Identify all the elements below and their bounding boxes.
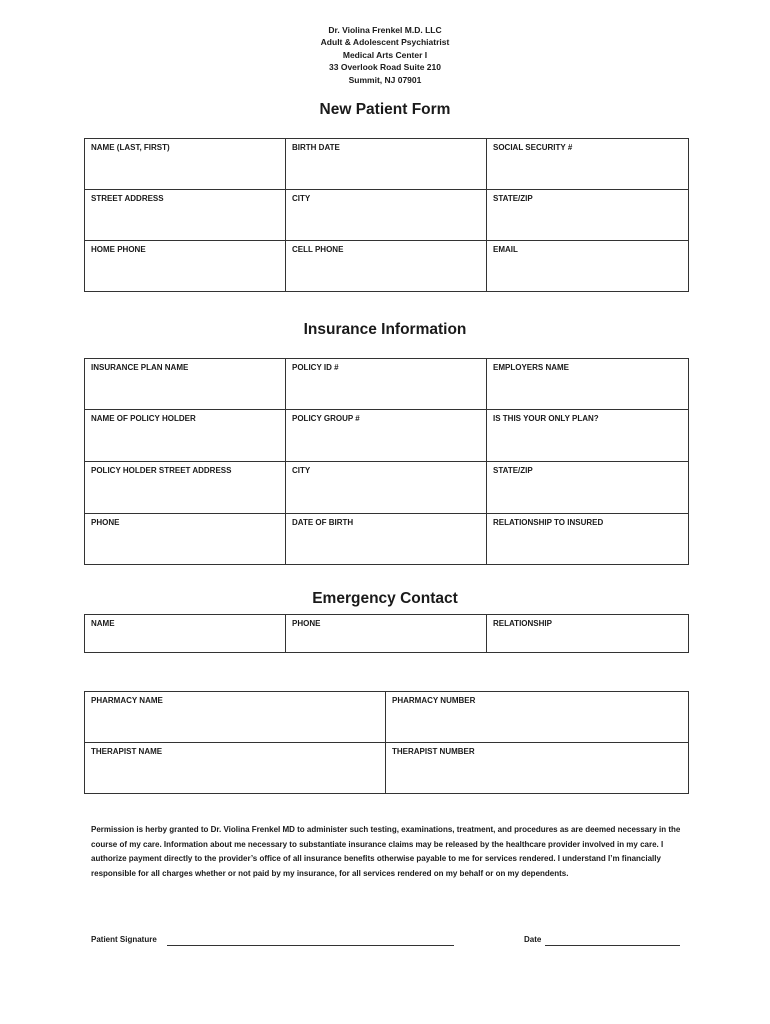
field-label: NAME xyxy=(91,619,115,628)
only-plan-field[interactable] xyxy=(487,410,689,462)
patient-signature-line[interactable] xyxy=(167,945,454,946)
therapist-name-field[interactable] xyxy=(85,743,386,794)
field-label: SOCIAL SECURITY # xyxy=(493,143,573,152)
state-zip-field[interactable] xyxy=(487,190,689,241)
field-label: RELATIONSHIP TO INSURED xyxy=(493,518,604,527)
practice-city: Summit, NJ 07901 xyxy=(348,74,422,85)
birth-date-field[interactable] xyxy=(286,139,487,190)
field-label: STATE/ZIP xyxy=(493,194,533,203)
field-label: BIRTH DATE xyxy=(292,143,340,152)
pharmacy-row xyxy=(85,743,689,794)
insurance-plan-name-field[interactable] xyxy=(85,359,286,410)
field-label: CELL PHONE xyxy=(292,245,344,254)
policy-holder-name-field[interactable] xyxy=(85,410,286,462)
form-title: New Patient Form xyxy=(319,101,451,118)
field-label: NAME OF POLICY HOLDER xyxy=(91,414,196,423)
insurance-row xyxy=(85,462,689,514)
field-label: EMAIL xyxy=(493,245,518,254)
pharmacy-name-field[interactable] xyxy=(85,692,386,743)
date-line[interactable] xyxy=(545,945,680,946)
field-label: PHARMACY NAME xyxy=(91,696,163,705)
emergency-table xyxy=(84,614,689,653)
insurance-table xyxy=(84,358,689,565)
field-label: DATE OF BIRTH xyxy=(292,518,354,527)
pharmacy-row xyxy=(85,692,689,743)
insurance-city-field[interactable] xyxy=(286,462,487,514)
field-label: RELATIONSHIP xyxy=(493,619,552,628)
practice-building: Medical Arts Center I xyxy=(342,49,428,60)
field-label: POLICY GROUP # xyxy=(292,414,360,423)
insurance-row xyxy=(85,359,689,410)
field-label: POLICY HOLDER STREET ADDRESS xyxy=(91,466,232,475)
relationship-to-insured-field[interactable] xyxy=(487,514,689,565)
insurance-phone-field[interactable] xyxy=(85,514,286,565)
field-label: CITY xyxy=(292,194,311,203)
patient-info-table xyxy=(84,138,689,292)
field-label: THERAPIST NUMBER xyxy=(392,747,475,756)
insurance-state-zip-field[interactable] xyxy=(487,462,689,514)
patient-row xyxy=(85,241,689,292)
field-label: STREET ADDRESS xyxy=(91,194,164,203)
field-label: EMPLOYERS NAME xyxy=(493,363,570,372)
field-label: POLICY ID # xyxy=(292,363,339,372)
field-label: PHONE xyxy=(292,619,321,628)
field-label: PHONE xyxy=(91,518,120,527)
field-label: STATE/ZIP xyxy=(493,466,533,475)
pharmacy-number-field[interactable] xyxy=(386,692,689,743)
employers-name-field[interactable] xyxy=(487,359,689,410)
field-label: HOME PHONE xyxy=(91,245,146,254)
pharmacy-table xyxy=(84,691,689,794)
insurance-row xyxy=(85,410,689,462)
practice-specialty: Adult & Adolescent Psychiatrist xyxy=(320,37,450,48)
field-label: IS THIS YOUR ONLY PLAN? xyxy=(493,414,599,423)
field-label: PHARMACY NUMBER xyxy=(392,696,476,705)
home-phone-field[interactable] xyxy=(85,241,286,292)
name-field[interactable] xyxy=(85,139,286,190)
insurance-row xyxy=(85,514,689,565)
emergency-phone-field[interactable] xyxy=(286,615,487,653)
emergency-name-field[interactable] xyxy=(85,615,286,653)
therapist-number-field[interactable] xyxy=(386,743,689,794)
email-field[interactable] xyxy=(487,241,689,292)
permission-statement: Permission is herby granted to Dr. Violina Frenkel MD to administer such testing, examinations, treatment, and procedures as are deemed necessary in the course of my care. Information about me necessary to substantiate insurance claims may be released by the healthcare provider involved in my care. I authorize payment directly to the provider’s office of all insurance benefits otherwise payable to me for services rendered. I understand I’m financially responsible for all charges whether or not paid by my insurance, for all services rendered on my behalf or on my dependents. xyxy=(91,825,681,878)
emergency-title: Emergency Contact xyxy=(312,590,458,607)
ssn-field[interactable] xyxy=(487,139,689,190)
policy-id-field[interactable] xyxy=(286,359,487,410)
insurance-title: Insurance Information xyxy=(303,321,467,338)
city-field[interactable] xyxy=(286,190,487,241)
field-label: NAME (LAST, FIRST) xyxy=(91,143,170,152)
insurance-dob-field[interactable] xyxy=(286,514,487,565)
policy-holder-address-field[interactable] xyxy=(85,462,286,514)
patient-row xyxy=(85,190,689,241)
cell-phone-field[interactable] xyxy=(286,241,487,292)
emergency-relationship-field[interactable] xyxy=(487,615,689,653)
policy-group-field[interactable] xyxy=(286,410,487,462)
practice-name: Dr. Violina Frenkel M.D. LLC xyxy=(328,25,442,35)
practice-street: 33 Overlook Road Suite 210 xyxy=(329,62,441,73)
field-label: CITY xyxy=(292,466,311,475)
field-label: INSURANCE PLAN NAME xyxy=(91,363,189,372)
patient-row xyxy=(85,139,689,190)
street-address-field[interactable] xyxy=(85,190,286,241)
practice-header xyxy=(0,24,770,86)
emergency-row xyxy=(85,615,689,653)
patient-signature-label: Patient Signature xyxy=(91,935,157,944)
date-label: Date xyxy=(524,935,542,944)
field-label: THERAPIST NAME xyxy=(91,747,163,756)
